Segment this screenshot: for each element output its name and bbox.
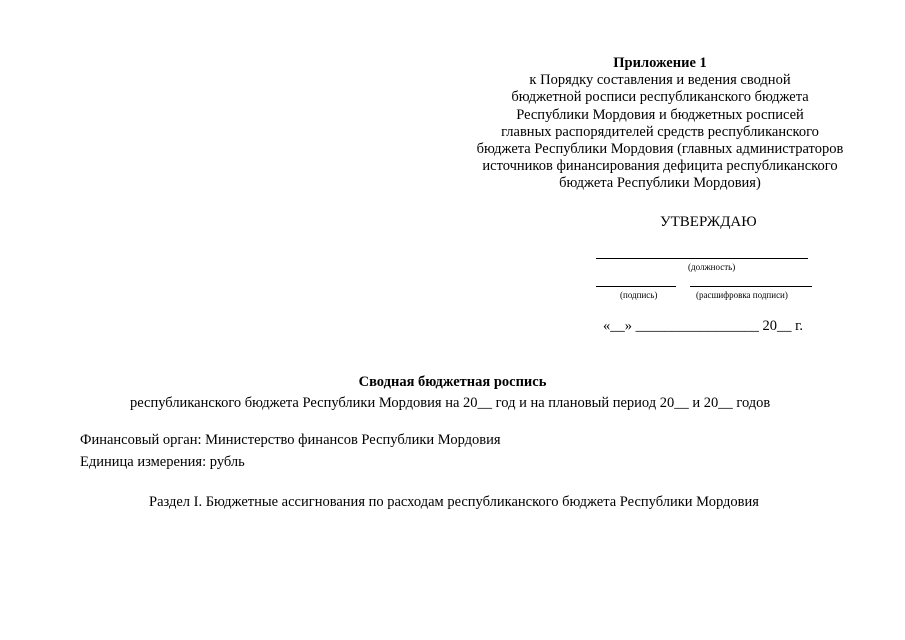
appendix-line: бюджетной росписи республиканского бюджета [511, 89, 809, 106]
appendix-line: источников финансирования дефицита республиканского [482, 158, 838, 175]
section-heading: Раздел I. Бюджетные ассигнования по расходам республиканского бюджета Республики Мордовия [149, 494, 759, 510]
approve-heading: УТВЕРЖДАЮ [660, 214, 757, 230]
decoding-caption: (расшифровка подписи) [696, 290, 788, 300]
appendix-block [440, 55, 880, 193]
unit-of-measure: Единица измерения: рубль [80, 454, 245, 470]
signature-line [596, 286, 676, 287]
position-line [596, 258, 808, 259]
appendix-line: главных распорядителей средств республиканского [501, 123, 819, 140]
signature-caption: (подпись) [620, 290, 658, 300]
appendix-line: к Порядку составления и ведения сводной [529, 72, 791, 89]
appendix-title: Приложение 1 [613, 55, 707, 71]
finance-body: Финансовый орган: Министерство финансов Республики Мордовия [80, 432, 501, 448]
document-subtitle: республиканского бюджета Республики Мордовия на 20__ год и на плановый период 20__ и 20__ годов [130, 395, 771, 411]
document-title: Сводная бюджетная роспись [358, 374, 547, 390]
appendix-line: Республики Мордовия и бюджетных росписей [516, 106, 804, 123]
appendix-line: бюджета Республики Мордовия (главных администраторов [476, 141, 844, 158]
position-caption: (должность) [688, 262, 736, 272]
appendix-line: бюджета Республики Мордовия) [559, 175, 761, 192]
decoding-line [690, 286, 812, 287]
approval-date: «__» _________________ 20__ г. [603, 318, 804, 334]
